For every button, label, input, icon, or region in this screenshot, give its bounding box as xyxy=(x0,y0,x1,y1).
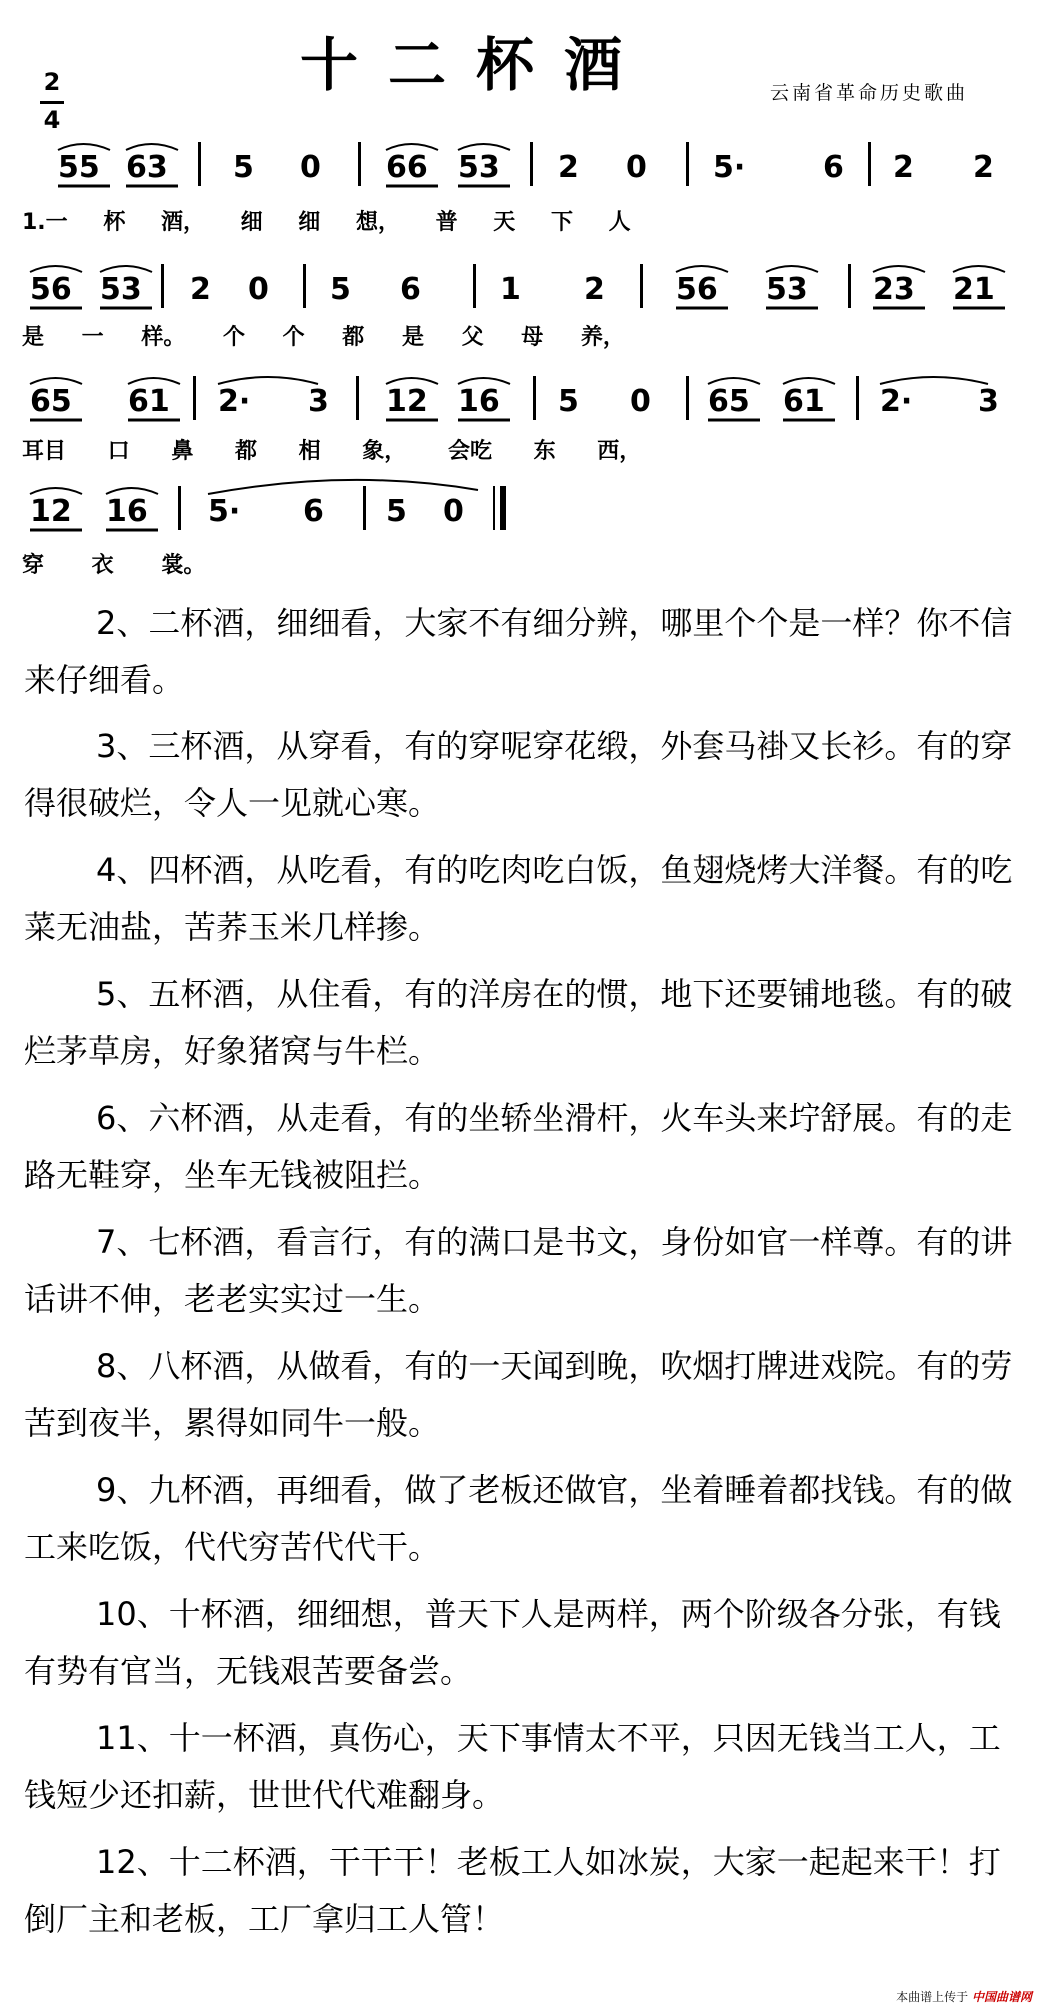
song-title: 十二杯酒 xyxy=(300,31,653,99)
note: 2 xyxy=(973,150,994,185)
note: 1 xyxy=(500,272,521,307)
verse-6: 6、六杯酒，从走看，有的坐轿坐滑杆，火车头来坾舒展。有的走路无鞋穿，坐车无钱被阻拦。 xyxy=(24,1099,1013,1194)
lyrics-line-3: 耳目 口 鼻 都 相 象， 会吃 东 西， xyxy=(22,439,642,464)
note: 2· xyxy=(218,384,251,419)
verse-9: 9、九杯酒，再细看，做了老板还做官，坐着睡着都找钱。有的做工来吃饭，代代穷苦代代干。 xyxy=(24,1471,1013,1566)
note: 5 xyxy=(558,384,579,419)
note: 5 xyxy=(330,272,351,307)
note: 5 xyxy=(386,494,407,529)
verse-8: 8、八杯酒，从做看，有的一天闻到晚，吹烟打牌进戏院。有的劳苦到夜半，累得如同牛一般。 xyxy=(24,1347,1013,1442)
slur-marks xyxy=(18,370,1018,430)
time-signature-numerator: 2 xyxy=(43,68,61,96)
footer-watermark xyxy=(896,1988,1032,2005)
verse-5: 5、五杯酒，从住看，有的洋房在的惯，地下还要铺地毯。有的破烂茅草房，好象猪窝与牛栏。 xyxy=(24,975,1013,1070)
lyrics-line-1: 1.一 杯 酒， 细 细 想， 普 天 下 人 xyxy=(22,210,631,235)
note: 5 xyxy=(233,150,254,185)
note: 0 xyxy=(300,150,321,185)
note: 12 xyxy=(30,494,72,529)
verse-10: 10、十杯酒，细细想，普天下人是两样，两个阶级各分张，有钱有势有官当，无钱艰苦要备尝。 xyxy=(24,1595,1001,1690)
note: 53 xyxy=(766,272,808,307)
note: 0 xyxy=(443,494,464,529)
verse-2: 2、二杯酒，细细看，大家不有细分辨，哪里个个是一样？你不信来仔细看。 xyxy=(24,604,1013,699)
verse-12: 12、十二杯酒，干干干！老板工人如冰炭，大家一起起来干！打倒厂主和老板，工厂拿归工人管！ xyxy=(24,1843,1001,1938)
verse-3: 3、三杯酒，从穿看，有的穿呢穿花缎，外套马褂又长衫。有的穿得很破烂，令人一见就心寒。 xyxy=(24,727,1013,822)
footer-site-logo: 中国曲谱网 xyxy=(971,1990,1032,2004)
footer-text: 本曲谱上传于 xyxy=(896,1990,969,2004)
slur-marks xyxy=(18,474,1018,544)
note: 2 xyxy=(190,272,211,307)
note: 5· xyxy=(208,494,241,529)
time-signature xyxy=(40,70,64,132)
note: 63 xyxy=(126,150,168,185)
lyrics-line-4: 穿 衣 裳。 xyxy=(22,553,206,578)
note: 65 xyxy=(30,384,72,419)
verse-4: 4、四杯酒，从吃看，有的吃肉吃白饭，鱼翅烧烤大洋餐。有的吃菜无油盐，苦荞玉米几样掺。 xyxy=(24,851,1013,946)
note: 12 xyxy=(386,384,428,419)
note: 6 xyxy=(823,150,844,185)
note: 3 xyxy=(308,384,329,419)
note: 6 xyxy=(303,494,324,529)
note: 53 xyxy=(458,150,500,185)
note: 0 xyxy=(626,150,647,185)
note: 0 xyxy=(248,272,269,307)
note: 5· xyxy=(713,150,746,185)
note: 16 xyxy=(106,494,148,529)
lyrics-line-2: 是 一 样。 个 个 都 是 父 母 养， xyxy=(22,325,625,350)
note: 2 xyxy=(558,150,579,185)
slur-marks xyxy=(18,258,1018,318)
note: 0 xyxy=(630,384,651,419)
note: 2· xyxy=(880,384,913,419)
song-subtitle: 云南省革命历史歌曲 xyxy=(770,82,969,104)
note: 56 xyxy=(676,272,718,307)
note: 53 xyxy=(100,272,142,307)
note: 23 xyxy=(873,272,915,307)
note: 56 xyxy=(30,272,72,307)
note: 61 xyxy=(128,384,170,419)
verse-11: 11、十一杯酒，真伤心，天下事情太不平，只因无钱当工人，工钱短少还扣薪，世世代代难翻身。 xyxy=(24,1719,1001,1814)
note: 55 xyxy=(58,150,100,185)
note: 21 xyxy=(953,272,995,307)
slur-marks xyxy=(18,136,1018,196)
verse-7: 7、七杯酒，看言行，有的满口是书文，身份如官一样尊。有的讲话讲不伸，老老实实过一生。 xyxy=(24,1223,1013,1318)
time-signature-denominator: 4 xyxy=(43,106,61,134)
note: 6 xyxy=(400,272,421,307)
note: 16 xyxy=(458,384,500,419)
note: 65 xyxy=(708,384,750,419)
note: 2 xyxy=(893,150,914,185)
note: 61 xyxy=(783,384,825,419)
note: 2 xyxy=(584,272,605,307)
note: 66 xyxy=(386,150,428,185)
note: 3 xyxy=(978,384,999,419)
